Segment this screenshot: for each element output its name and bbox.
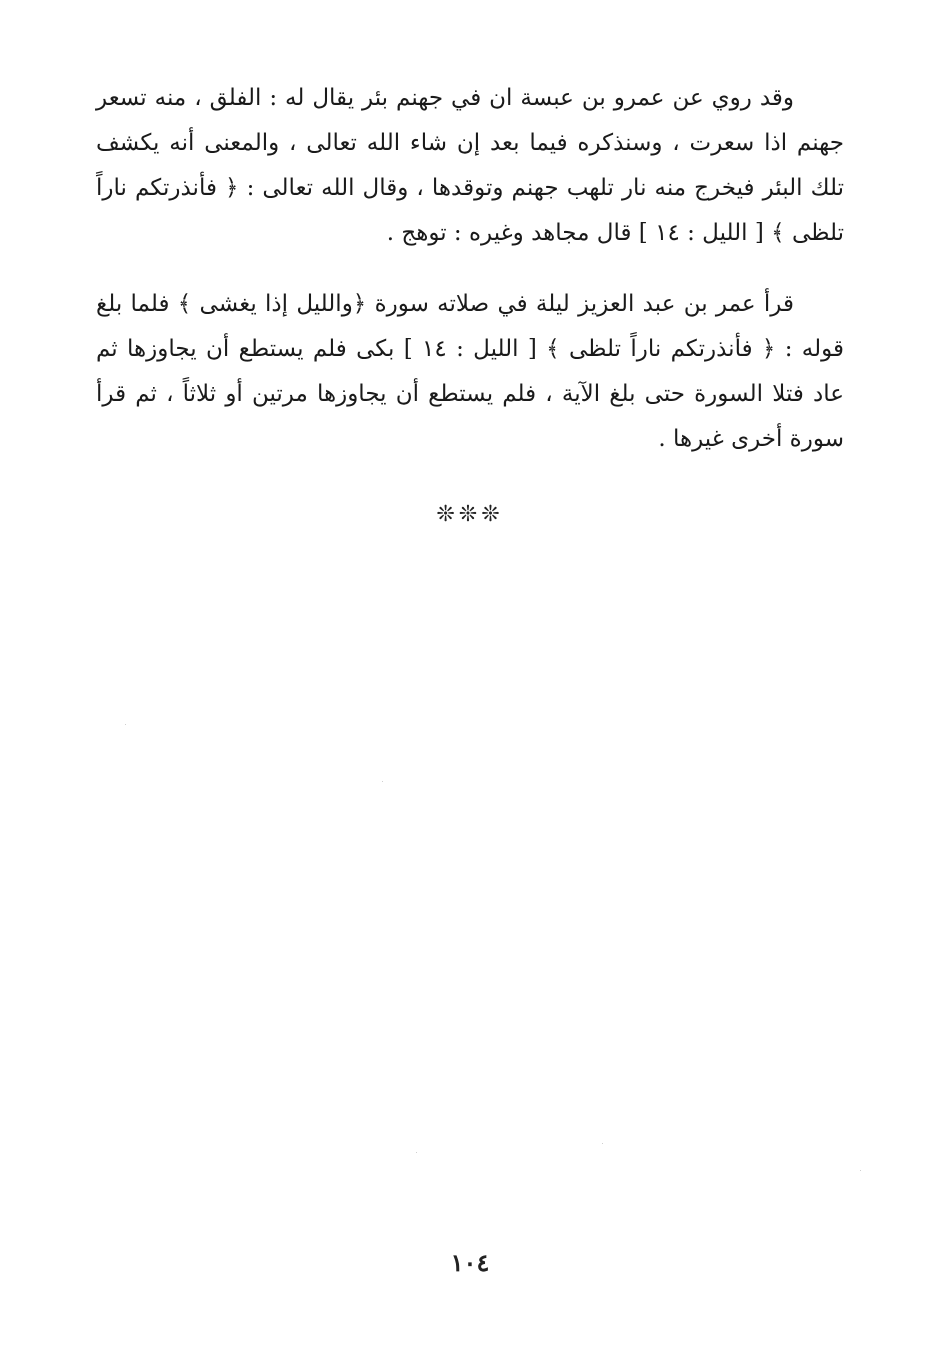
- section-separator: ❊❊❊: [436, 502, 504, 527]
- page-number: ١٠٤: [450, 1248, 490, 1277]
- scan-speck: [860, 1170, 861, 1171]
- scan-speck: [382, 781, 383, 782]
- scan-speck: [125, 724, 126, 725]
- paragraph-1: [96, 76, 844, 256]
- paragraph-1-text: وقد روي عن عمرو بن عبسة ان في جهنم بئر يقال له : الفلق ، منه تسعر جهنم اذا سعرت ، وسنذكره فيما بعد إن شاء الله تعالى ، والمعنى أنه يكشف تلك البئر فيخرج منه نار تلهب جهنم وتوقدها ، وقال الله تعالى : ﴿ فأنذرتكم ناراً تلظى ﴾ [ الليل : ١٤ ] قال مجاهد وغيره : توهج .: [96, 85, 844, 246]
- paragraph-2: [96, 282, 844, 462]
- paragraph-2-text: قرأ عمر بن عبد العزيز ليلة في صلاته سورة ﴿والليل إذا يغشى ﴾ فلما بلغ قوله : ﴿ فأنذرتكم ناراً تلظى ﴾ [ الليل : ١٤ ] بكى فلم يستطع أن يجاوزها ثم عاد فتلا السورة حتى بلغ الآية ، فلم يستطع أن يجاوزها مرتين أو ثلاثاً ، ثم قرأ سورة أخرى غيرها .: [96, 291, 844, 452]
- scan-speck: [602, 1143, 603, 1144]
- scan-speck: [416, 1152, 417, 1153]
